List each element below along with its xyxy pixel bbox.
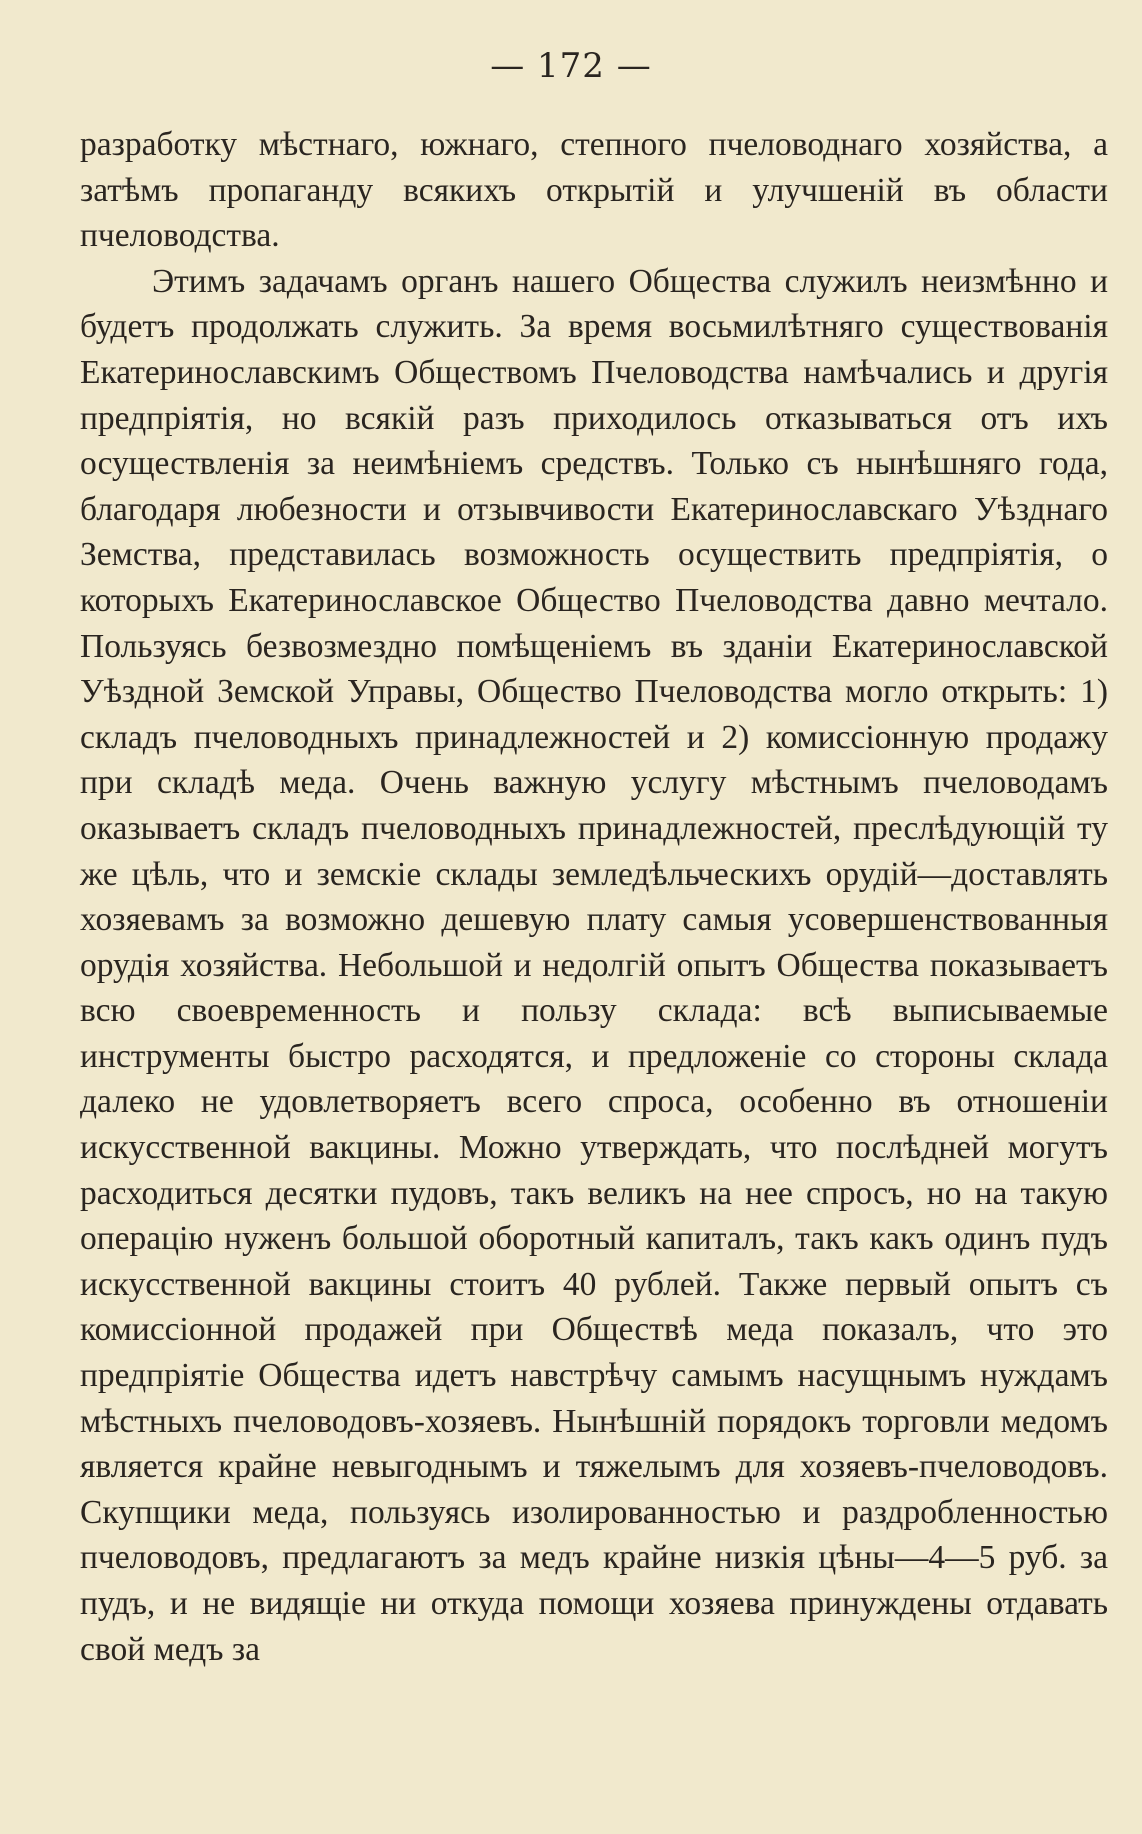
body-text <box>80 122 1108 1672</box>
paragraph-1: разработку мѣстнаго, южнаго, степного пчеловоднаго хозяйства, а затѣмъ пропаганду всякихъ открытій и улучшеній въ области пчеловодства. <box>80 126 1108 255</box>
page-number: — 172 — <box>490 46 652 86</box>
paragraph-2: Этимъ задачамъ органъ нашего Общества служилъ неизмѣнно и будетъ продолжать служить. За время восьмилѣтняго существованія Екатеринославскимъ Обществомъ Пчеловодства намѣчались и другія предпріятія, но всякій разъ приходилось отказываться отъ ихъ осуществленія за неимѣніемъ средствъ. Только съ нынѣшняго года, благодаря любезности и отзывчивости Екатеринославскаго Уѣзднаго Земства, представилась возможность осуществить предпріятія, о которыхъ Екатеринославское Общество Пчеловодства давно мечтало. Пользуясь безвозмездно помѣщеніемъ въ зданіи Екатеринославской Уѣздной Земской Управы, Общество Пчеловодства могло открыть: 1) складъ пчеловодныхъ принадлежностей и 2) комиссіонную продажу при складѣ меда. Очень важную услугу мѣстнымъ пчеловодамъ оказываетъ складъ пчеловодныхъ принадлежностей, преслѣдующій ту же цѣль, что и земскіе склады земледѣльческихъ орудій—доставлять хозяевамъ за возможно дешевую плату самыя усовершенствованныя орудія хозяйства. Небольшой и недолгій опытъ Общества показываетъ всю своевременность и пользу склада: всѣ выписываемые инструменты быстро расходятся, и предложеніе со стороны склада далеко не удовлетворяетъ всего спроса, особенно въ отношеніи искусственной вакцины. Можно утверждать, что послѣдней могутъ расходиться десятки пудовъ, такъ великъ на нее спросъ, но на такую операцію нуженъ большой оборотный капиталъ, такъ какъ одинъ пудъ искусственной вакцины стоитъ 40 рублей. Также первый опытъ съ комиссіонной продажей при Обществѣ меда показалъ, что это предпріятіе Общества идетъ навстрѣчу самымъ насущнымъ нуждамъ мѣстныхъ пчеловодовъ-хозяевъ. Нынѣшній порядокъ торговли медомъ является крайне невыгоднымъ и тяжелымъ для хозяевъ-пчеловодовъ. Скупщики меда, пользуясь изолированностью и раздробленностью пчеловодовъ, предлагаютъ за медъ крайне низкія цѣны—4—5 руб. за пудъ, и не видящіе ни откуда помощи хозяева принуждены отдавать свой медъ за <box>80 262 1108 1668</box>
